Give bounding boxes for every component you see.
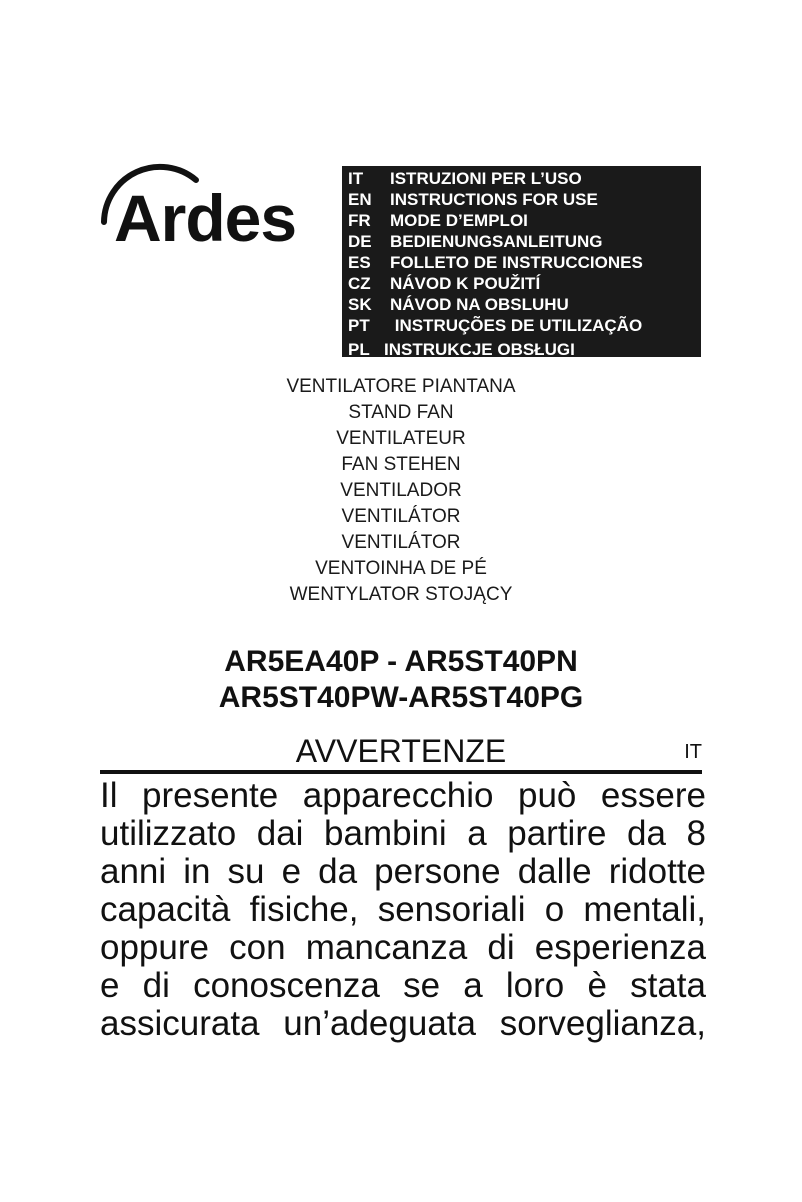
language-code: CZ bbox=[348, 274, 371, 293]
language-item-pl bbox=[348, 339, 695, 360]
product-name: STAND FAN bbox=[348, 402, 454, 423]
language-item-de bbox=[348, 231, 695, 252]
product-name: VENTILÁTOR bbox=[341, 506, 461, 527]
language-list bbox=[342, 166, 701, 357]
language-label: NÁVOD K POUŽITÍ bbox=[390, 274, 541, 293]
product-name: VENTOINHA DE PÉ bbox=[315, 558, 487, 579]
text-line: Il presente apparecchio può essere bbox=[100, 776, 706, 815]
language-item-fr bbox=[348, 210, 695, 231]
model-line: AR5ST40PW-AR5ST40PG bbox=[218, 681, 584, 714]
model-line: AR5EA40P - AR5ST40PN bbox=[224, 645, 578, 678]
brand-name: Ardes bbox=[114, 181, 297, 255]
product-name: VENTILADOR bbox=[340, 480, 462, 501]
language-code: FR bbox=[348, 211, 371, 230]
language-code: IT bbox=[348, 169, 364, 188]
language-code: DE bbox=[348, 232, 372, 251]
product-name: VENTILÁTOR bbox=[341, 532, 461, 553]
product-name: WENTYLATOR STOJĄCY bbox=[289, 584, 513, 605]
warning-text bbox=[100, 777, 706, 1043]
language-item-en bbox=[348, 189, 695, 210]
text-line: e di conoscenza se a loro è stata bbox=[100, 966, 706, 1005]
text-line: capacità fisiche, sensoriali o mentali, bbox=[100, 890, 706, 929]
text-line: assicurata un’adeguata sorveglianza, bbox=[100, 1004, 706, 1043]
text-line: anni in su e da persone dalle ridotte bbox=[100, 852, 706, 891]
language-label: FOLLETO DE INSTRUCCIONES bbox=[390, 253, 643, 272]
language-label: MODE D’EMPLOI bbox=[390, 211, 528, 230]
product-name: FAN STEHEN bbox=[341, 454, 461, 475]
warning-title: AVVERTENZE bbox=[295, 733, 507, 769]
language-label: BEDIENUNGSANLEITUNG bbox=[390, 232, 603, 251]
language-code: ES bbox=[348, 253, 371, 272]
language-code: SK bbox=[348, 295, 372, 314]
warning-header bbox=[100, 731, 702, 771]
language-item-cz bbox=[348, 273, 695, 294]
warning-language: IT bbox=[684, 741, 702, 763]
language-code: PL bbox=[348, 340, 370, 359]
language-label: INSTRUCTIONS FOR USE bbox=[390, 190, 598, 209]
language-item-it bbox=[348, 168, 695, 189]
text-line: utilizzato dai bambini a partire da 8 bbox=[100, 814, 706, 853]
model-codes bbox=[0, 644, 802, 716]
text-line: oppure con mancanza di esperienza bbox=[100, 928, 706, 967]
language-label: NÁVOD NA OBSLUHU bbox=[390, 295, 569, 314]
language-code: EN bbox=[348, 190, 372, 209]
language-item-es bbox=[348, 252, 695, 273]
language-label: INSTRUKCJE OBSŁUGI bbox=[384, 340, 575, 359]
ardes-logo bbox=[96, 160, 326, 260]
product-names bbox=[0, 374, 802, 608]
language-item-sk bbox=[348, 294, 695, 315]
divider bbox=[100, 770, 702, 774]
language-label: ISTRUZIONI PER L’USO bbox=[390, 169, 582, 188]
product-name: VENTILATEUR bbox=[336, 428, 466, 449]
language-item-pt bbox=[348, 315, 695, 336]
language-label: INSTRUÇÕES DE UTILIZAÇÃO bbox=[390, 316, 643, 335]
product-name: VENTILATORE PIANTANA bbox=[286, 376, 516, 397]
language-code: PT bbox=[348, 316, 370, 335]
